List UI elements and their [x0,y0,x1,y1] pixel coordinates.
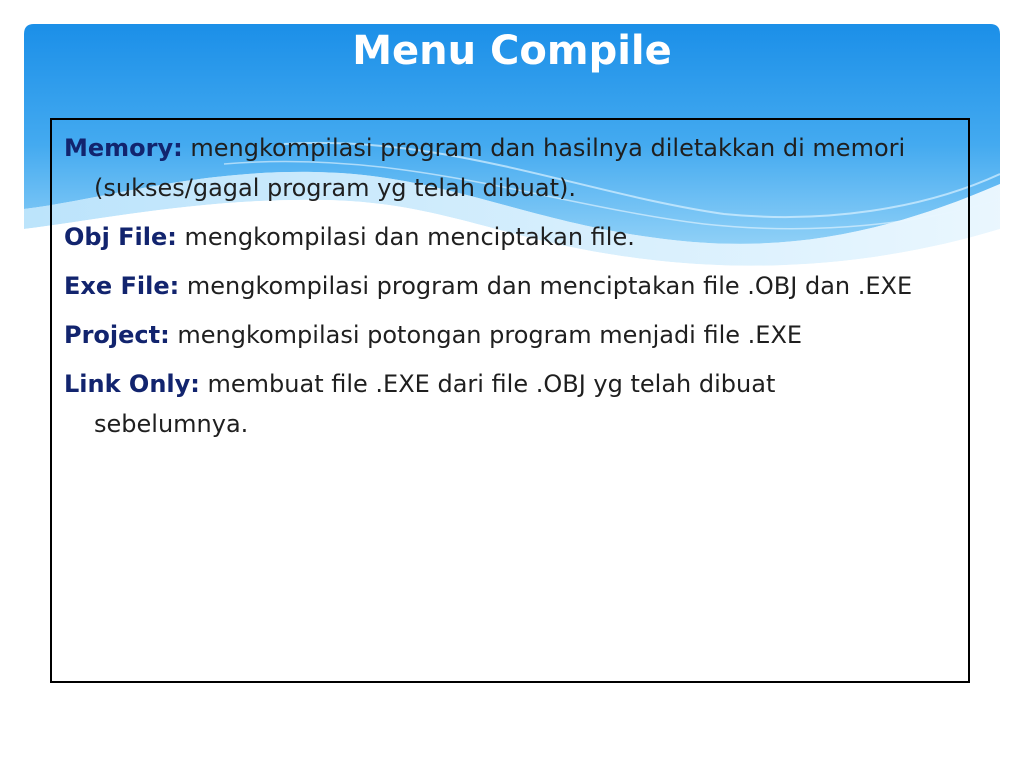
list-item-memory [64,128,928,208]
term-label: Obj File: [64,223,177,251]
list-item-project [64,315,928,355]
list-item-link-only [64,364,928,444]
term-label: Memory: [64,134,183,162]
term-description: mengkompilasi potongan program menjadi file .EXE [177,321,803,349]
term-description: mengkompilasi program dan hasilnya diletakkan di memori (sukses/gagal program yg telah dibuat). [94,134,906,202]
content-box [50,118,970,683]
term-label: Project: [64,321,170,349]
term-description: mengkompilasi program dan menciptakan file .OBJ dan .EXE [186,272,913,300]
term-description: mengkompilasi dan menciptakan file. [184,223,635,251]
list-item-obj-file [64,217,928,257]
term-label: Link Only: [64,370,200,398]
term-description: membuat file .EXE dari file .OBJ yg telah dibuat sebelumnya. [94,370,776,438]
slide-title: Menu Compile [352,28,672,74]
term-label: Exe File: [64,272,180,300]
list-item-exe-file [64,266,928,306]
